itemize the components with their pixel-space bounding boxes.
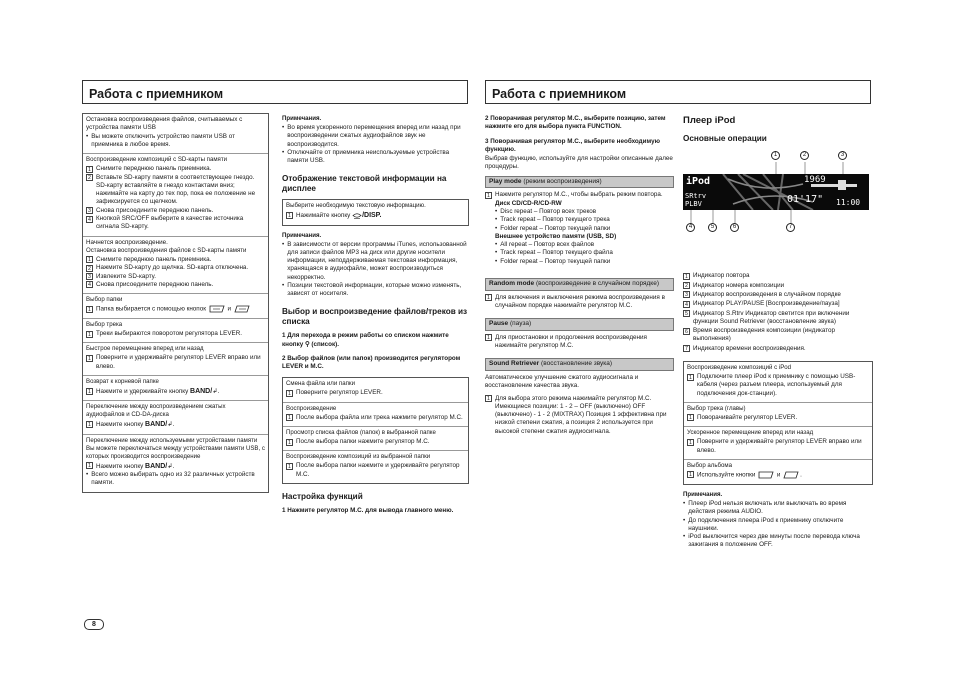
page-number: 8: [84, 619, 104, 630]
step-item: 1 Снимите переднюю панель приемника.: [86, 256, 265, 264]
lcd-display: [683, 174, 869, 210]
paragraph: Автоматическое улучшение сжатого аудиосигнала и восстановление качества звука.: [485, 373, 639, 390]
section-title: Выбор трека: [86, 321, 123, 329]
album-up-button-icon: [782, 471, 800, 479]
section-title: Возврат к корневой папке: [86, 378, 159, 386]
section-header-left: [82, 80, 468, 104]
bullet-item: • Вы можете отключить устройство памяти USB от приемника в любое время.: [86, 132, 236, 148]
column-3: [485, 115, 674, 436]
subsection-heading: Плеер iPod: [683, 115, 736, 126]
subsection-heading: Выбор и воспроизведение файлов/треков из списка: [282, 306, 468, 327]
paragraph: Выбрав функцию, используйте для настройки описанные далее процедуры.: [485, 155, 673, 171]
section-text: Начнется воспроизведение.: [86, 238, 168, 246]
lcd-plbv-indicator: PLBV: [685, 200, 702, 209]
play-mode-bar: Play mode (режим воспроизведения): [485, 176, 674, 189]
step-item: 1 Поверните и удерживайте регулятор LEVER вправо или влево.: [86, 354, 265, 371]
fast-forward-section: [83, 343, 268, 376]
step-paragraph: 3 Поворачивая регулятор M.C., выберите необходимую функцию.: [485, 137, 660, 153]
display-button-icon: [352, 212, 362, 219]
bullet-item: • iPod выключится через две минуты после перевода ключа зажигания в положение OFF.: [683, 533, 860, 549]
section-header-right: [485, 80, 871, 104]
subsection-heading: Отображение текстовой информации на дисплее: [282, 173, 447, 194]
step-item: 3 Снова присоедините переднюю панель.: [86, 207, 265, 215]
subsection-heading: Основные операции: [683, 133, 767, 143]
subsection-heading: Настройка функций: [282, 492, 363, 502]
step-item: 2 Нажмите SD-карту до щелчка. SD-карта отключена.: [86, 264, 265, 272]
section-title: Выбор папки: [86, 296, 123, 304]
band-button-label: BAND/: [190, 388, 213, 396]
ipod-ff-section: Ускоренное перемещение вперед или назад 1 Поверните и удерживайте регулятор LEVER вправо или влево.: [684, 427, 872, 460]
bullet-item: • До подключения плеера iPod к приемнику отключите наушники.: [683, 516, 844, 532]
ipod-operations-box: [683, 361, 873, 485]
column-1: [82, 113, 269, 499]
step-item: 1 Нажмите и удерживайте кнопку BAND/↲.: [86, 387, 265, 396]
notes-heading: Примечания.: [282, 231, 322, 239]
text-info-section: [283, 200, 468, 224]
callout-3: 3: [838, 151, 847, 160]
lcd-track-number: 1969: [804, 175, 826, 186]
random-mode-bar: Random mode (воспроизведение в случайном порядке): [485, 278, 674, 291]
root-folder-section: [83, 376, 268, 401]
sound-retriever-bar: Sound Retriever (восстановление звука): [485, 358, 674, 371]
step-item: 4 Снова присоедините переднюю панель.: [86, 281, 265, 289]
lcd-figure: [683, 148, 873, 248]
section-title: Работа с приемником: [492, 87, 627, 101]
track-select-section: [83, 319, 268, 343]
callout-5: 5: [708, 223, 717, 232]
device-switch-section: [83, 435, 268, 492]
step-item: 1 Треки выбираются поворотом регулятора LEVER.: [86, 330, 265, 338]
notes-heading: Примечания.: [282, 115, 322, 122]
playback-section: Воспроизведение 1 После выбора файла или трека нажмите регулятор M.C.: [283, 403, 468, 427]
bullet-item: • Во время ускоренного перемещения вперед или назад при воспроизведении сжатых аудиофайлов звук не воспроизводится.: [282, 124, 461, 148]
lcd-ipod-text: iPod: [686, 176, 711, 188]
step-paragraph: 2 Поворачивая регулятор M.C., выберите позицию, затем нажмите его для выбора пункта FUNCTION.: [485, 115, 666, 131]
back-arrow-icon: ↲: [167, 462, 173, 470]
bullet-item: • Всего можно выбирать одно из 32 различных устройств памяти.: [86, 471, 255, 487]
ipod-track-section: Выбор трека (главы) 1 Поворачивайте регулятор LEVER.: [684, 403, 872, 427]
step-item: 1 Папка выбирается с помощью кнопок и: [86, 305, 265, 314]
usb-stop-section: [83, 114, 268, 154]
disp-button-label: /DISP.: [362, 212, 382, 220]
step-item: 1 Нажмите кнопку BAND/↲.: [86, 420, 265, 429]
folder-up-button-icon: [233, 305, 251, 313]
step-item: 1 Нажимайте кнопку /DISP.: [286, 211, 465, 220]
callout-7: 7: [786, 223, 795, 232]
back-arrow-icon: ↲: [212, 388, 218, 396]
step-item: 2 Вставьте SD-карту памяти в соответствующее гнездо. SD-карту вставляйте в гнездо контактами вниз; нажимайте на карту до тех пор, пока ее положение не зафиксируется со щелчком.: [86, 174, 265, 207]
section-title: Быстрое перемещение вперед или назад: [86, 345, 204, 353]
step-item: 3 Извлеките SD-карту.: [86, 273, 265, 281]
section-title: Выберите необходимую текстовую информацию.: [286, 202, 426, 210]
step-paragraph: 1 Для перехода в режим работы со списком нажмите кнопку ⚲ (список).: [282, 332, 449, 348]
section-title: Переключение между воспроизведением сжатых аудиофайлов и CD-DA-диска: [86, 403, 226, 419]
section-title: Работа с приемником: [89, 87, 224, 101]
cdda-switch-section: [83, 401, 268, 434]
step-item: 1 Снимите переднюю панель приемника.: [86, 165, 265, 173]
section-text: Остановка воспроизведения файлов, считываемых с устройства памяти USB: [86, 116, 243, 132]
text-info-box: [282, 199, 469, 225]
step-item: 1 Нажмите регулятор M.C., чтобы выбрать режим повтора.: [485, 191, 674, 199]
callout-4: 4: [686, 223, 695, 232]
section-title: Переключение между используемыми устройствами памяти Вы можете переключаться между устройствами памяти USB, с которых производится воспроизведение: [86, 436, 265, 460]
list-search-icon: ⚲: [305, 340, 310, 348]
folder-play-section: Воспроизведение композиций из выбранной папки 1 После выбора папки нажмите и удерживайте регулятор M.C.: [286, 453, 460, 478]
operations-box: [82, 113, 269, 493]
bullet-item: • В зависимости от версии программы iTunes, использованной для записи файлов MP3 на диск или другие носители информации, неподдерживаемая текстовая информация, хранящаяся в аудиофайле, может воспроизводиться некорректно.: [282, 240, 467, 281]
callout-6: 6: [730, 223, 739, 232]
bullet-item: • Позиции текстовой информации, которые можно изменять, зависят от носителя.: [282, 282, 462, 298]
band-button-label: BAND/: [145, 462, 168, 470]
callout-2: 2: [800, 151, 809, 160]
lcd-srtrv-indicator: SRtrv: [685, 192, 707, 201]
notes-heading: Примечания.: [683, 490, 723, 498]
step-item: 1 Для выбора этого режима нажимайте регулятор M.C. Имеющиеся позиции: 1 - 2 – OFF (выключено) OFF (выключено) - 1 - 2 (MIXTRAX) Позиция 1 эффективна при низкой степени сжатия, а позиция 2 используется при высокой степени сжатия аудиосигнала.: [485, 395, 674, 436]
section-title: Воспроизведение композиций с SD-карты памяти: [86, 156, 228, 164]
column-4: [683, 115, 873, 550]
folder-down-button-icon: [208, 305, 226, 313]
sd-play-section: [83, 154, 268, 236]
pause-bar: Pause (пауза): [485, 318, 674, 331]
step-item: 4 Кнопкой SRC/OFF выберите в качестве источника сигнала SD-карту.: [86, 215, 265, 232]
ipod-play-section: Воспроизведение композиций с iPod 1 Подключите плеер iPod к приемнику с помощью USB-кабеля (через разъем плеера, используемый для подключения док-станции).: [684, 362, 872, 403]
album-down-button-icon: [757, 471, 775, 479]
lcd-play-time: 01'17": [787, 194, 824, 206]
ipod-album-section: Выбор альбома 1 Используйте кнопки и .: [687, 461, 802, 479]
step-paragraph: 1 Нажмите регулятор M.C. для вывода главного меню.: [282, 506, 454, 514]
change-file-section: Смена файла или папки 1 Поверните регулятор LEVER.: [283, 378, 468, 402]
sd-stop-section: [83, 237, 268, 295]
callout-1: 1: [771, 151, 780, 160]
column-2: [282, 115, 469, 521]
bullet-item: • Плеер iPod нельзя включать или выключать во время действия режима AUDIO.: [683, 499, 847, 516]
step-item: 1 Для включения и выключения режима воспроизведения в случайном порядке нажимайте регулятор M.C.: [485, 294, 674, 311]
section-title: Остановка воспроизведения файлов с SD-карты памяти: [86, 246, 247, 254]
indicator-legend: 1 Индикатор повтора 2 Индикатор номера композиции 3 Индикатор воспроизведения в случайном порядке 4 Индикатор PLAY/PAUSE [Воспроизведение/пауза] 5 Индикатор S.Rtrv Индикатор светится при включении функции Sound Retriever (восстановление звука) 6 Время воспроизведения композиции (индикатор выполнения) 7 Индикатор времени воспроизведения.: [683, 272, 873, 353]
lcd-clock: 11:00: [836, 198, 861, 208]
bullet-item: • Отключайте от приемника неиспользуемые устройства памяти USB.: [282, 148, 450, 165]
folder-select-section: [83, 294, 268, 319]
file-select-box: [282, 377, 469, 484]
step-item: 1 Нажмите кнопку BAND/↲.: [86, 462, 265, 471]
folder-list-section: Просмотр списка файлов (папок) в выбранной папке 1 После выбора папки нажмите регулятор M.C.: [283, 427, 468, 451]
repeat-options: Диск CD/CD-R/CD-RW • Disc repeat – Повтор всех треков • Track repeat – Повтор текущего трека • Folder repeat – Повтор текущей папки Внешнее устройство памяти (USB, SD) • All repeat – Повтор всех файлов • Track repeat – Повтор текущего файла • Folder repeat – Повтор текущей папки: [495, 199, 617, 265]
back-arrow-icon: ↲: [167, 421, 173, 429]
band-button-label: BAND/: [145, 421, 168, 429]
step-item: 1 Для приостановки и продолжения воспроизведения нажимайте регулятор M.C.: [485, 334, 674, 351]
step-paragraph: 2 Выбор файлов (или папок) производится регулятором LEVER и M.C.: [282, 354, 461, 371]
